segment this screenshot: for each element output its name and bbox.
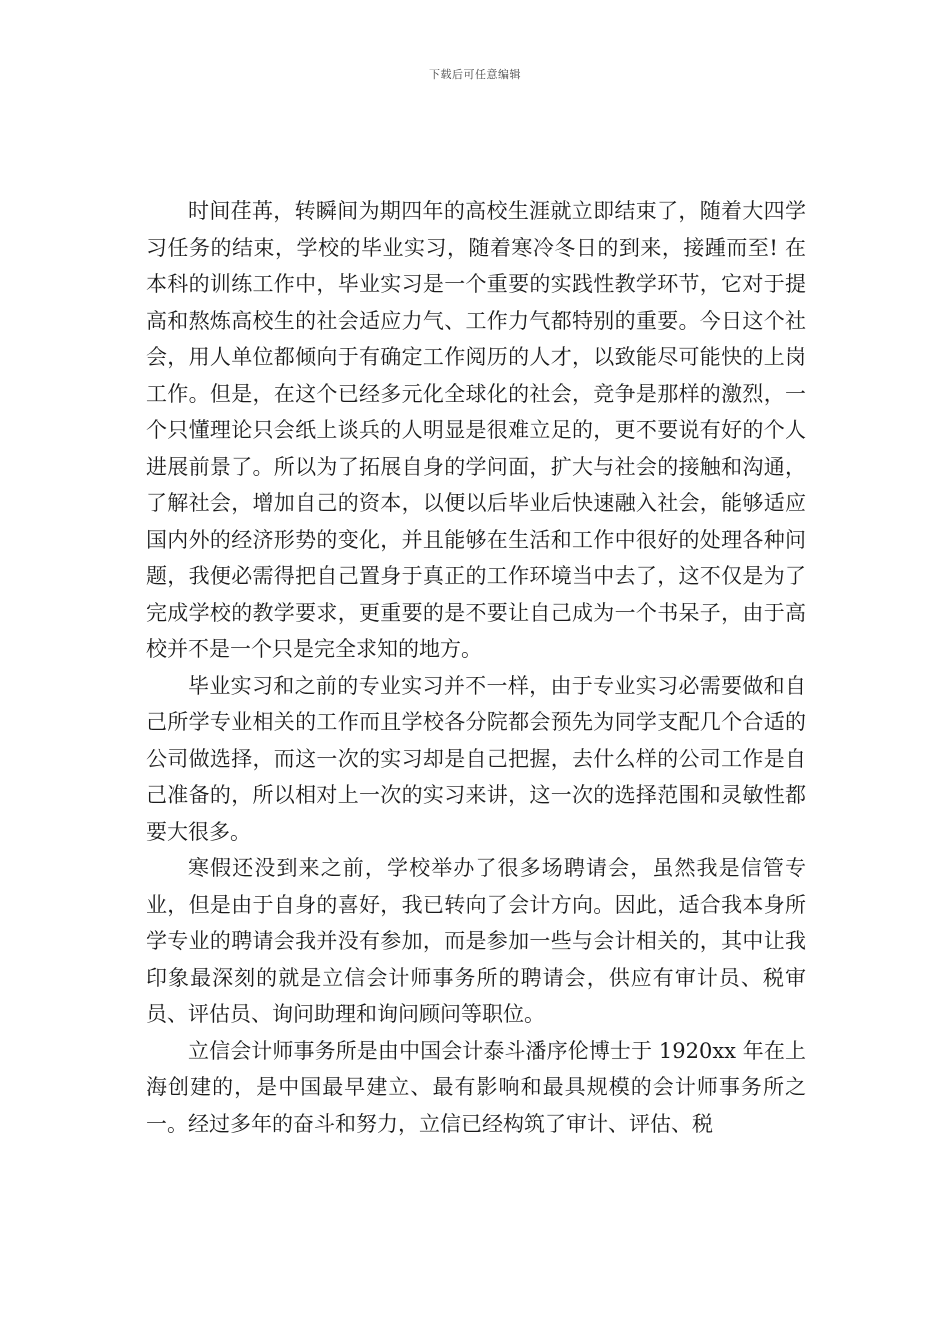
document-body [146, 193, 806, 1142]
paragraph-3: 寒假还没到来之前，学校举办了很多场聘请会，虽然我是信管专业，但是由于自身的喜好，我已转向了会计方向。因此，适合我本身所学专业的聘请会我并没有参加，而是参加一些与会计相关的，其中让我印象最深刻的就是立信会计师事务所的聘请会，供应有审计员、税审员、评估员、询问助理和询问顾问等职位。 [146, 856, 806, 1026]
paragraph-2: 毕业实习和之前的专业实习并不一样，由于专业实习必需要做和自己所学专业相关的工作而且学校各分院都会预先为同学支配几个合适的公司做选择，而这一次的实习却是自己把握，去什么样的公司工作是自己准备的，所以相对上一次的实习来讲，这一次的选择范围和灵敏性都要大很多。 [146, 673, 806, 844]
header-note: 下载后可任意编辑 [429, 68, 521, 81]
paragraph-4: 立信会计师事务所是由中国会计泰斗潘序伦博士于 1920xx 年在上海创建的，是中国最早建立、最有影响和最具规模的会计师事务所之一。经过多年的奋斗和努力，立信已经构筑了审计、评估、税 [146, 1038, 806, 1136]
paragraph-1: 时间荏苒，转瞬间为期四年的高校生涯就立即结束了，随着大四学习任务的结束，学校的毕业实习，随着寒冷冬日的到来，接踵而至! 在本科的训练工作中，毕业实习是一个重要的实践性教学环节，它对于提高和熬炼高校生的社会适应力气、工作力气都特别的重要。今日这个社会，用人单位都倾向于有确定工作阅历的人才，以致能尽可能快的上岗工作。但是，在这个已经多元化全球化的社会，竞争是那样的激烈，一个只懂理论只会纸上谈兵的人明显是很难立足的，更不要说有好的个人进展前景了。所以为了拓展自身的学问面，扩大与社会的接触和沟通，了解社会，增加自己的资本，以便以后毕业后快速融入社会，能够适应国内外的经济形势的变化，并且能够在生活和工作中很好的处理各种问题，我便必需得把自己置身于真正的工作环境当中去了，这不仅是为了完成学校的教学要求，更重要的是不要让自己成为一个书呆子，由于高校并不是一个只是完全求知的地方。 [146, 199, 806, 661]
